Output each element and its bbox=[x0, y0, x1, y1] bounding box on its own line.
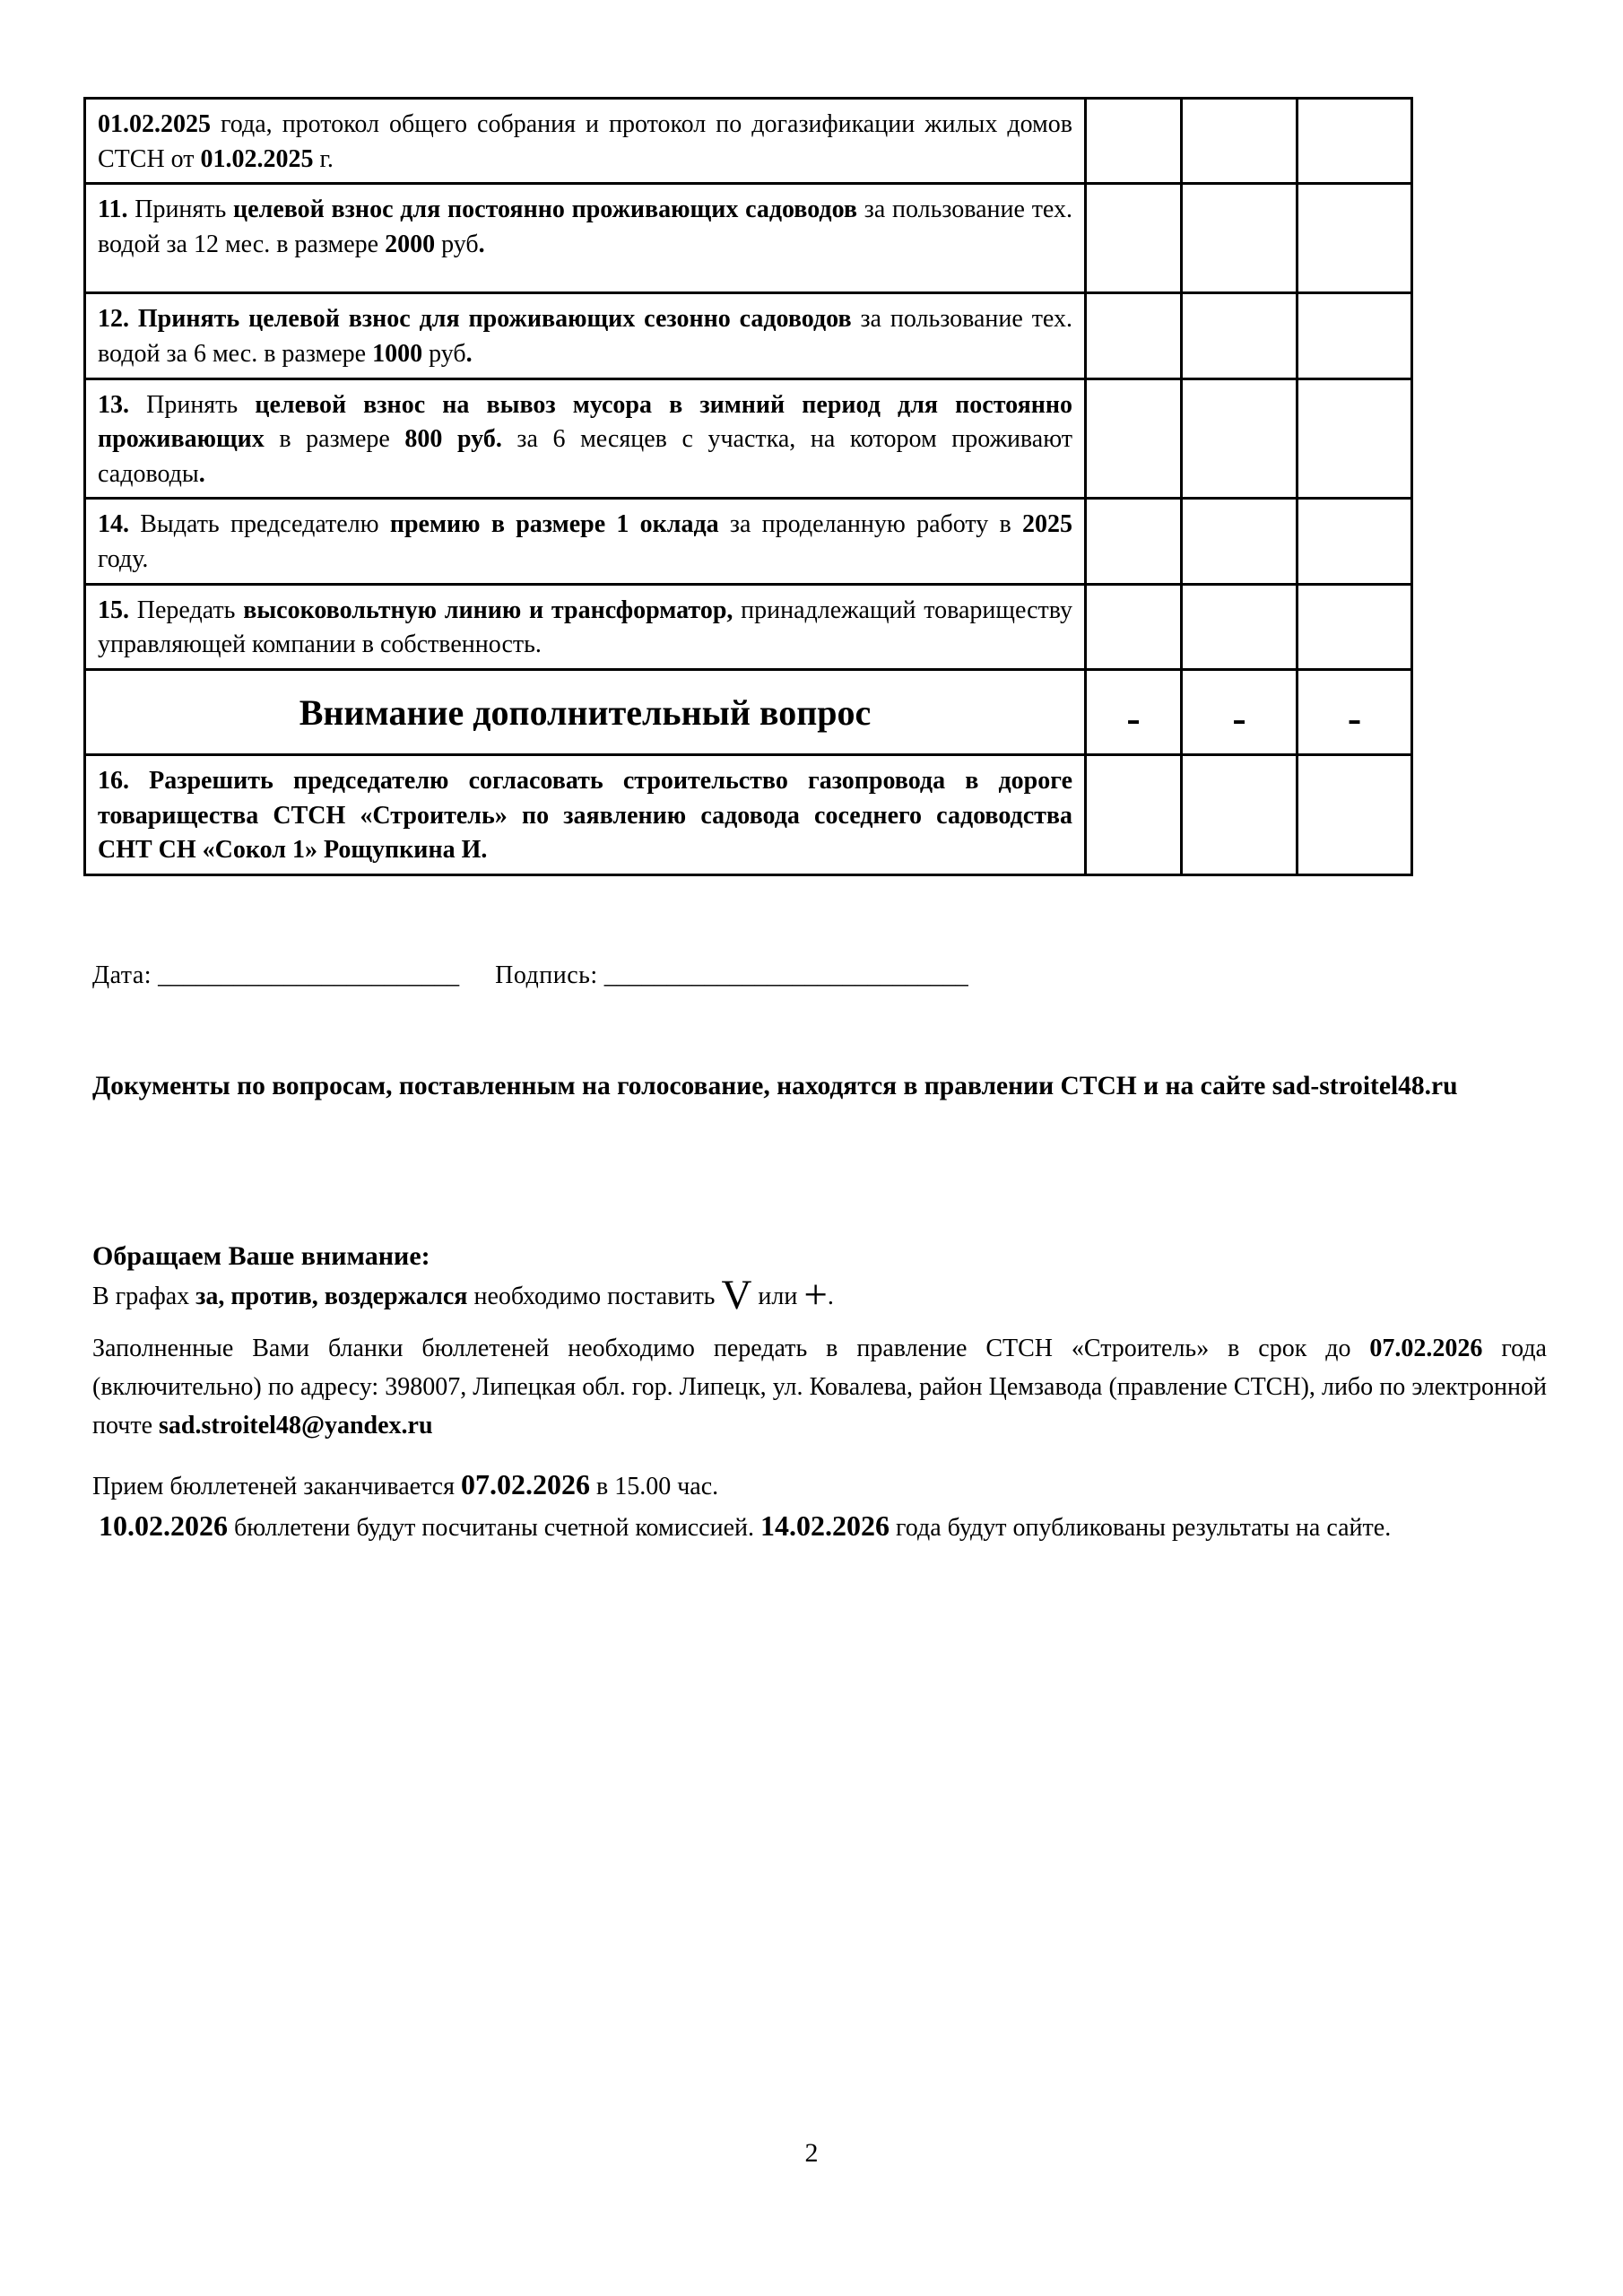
vote-cell-1 bbox=[1086, 499, 1182, 584]
question-row-14 bbox=[85, 499, 1412, 584]
deadline-note: Прием бюллетеней заканчивается 07.02.2026 в 15.00 час. bbox=[92, 1468, 719, 1500]
counting-note: 10.02.2026 бюллетени будут посчитаны счетной комиссией. 14.02.2026 года будут опубликованы результаты на сайте. bbox=[99, 1509, 1392, 1542]
vote-cell-3 bbox=[1298, 99, 1412, 184]
ballot-table bbox=[83, 97, 1413, 876]
attention-row bbox=[85, 669, 1412, 754]
vote-cell-2 bbox=[1182, 99, 1298, 184]
sign-blank-line: _____________________________ bbox=[603, 961, 968, 989]
submission-instructions: Заполненные Вами бланки бюллетеней необходимо передать в правление СТСН «Строитель» в срок до 07.02.2026 года (включительно) по адресу: 398007, Липецкая обл. гор. Липецк, ул. Ковалева, район Цемзавода (правление СТСН), либо по электронной почте sad.stroitel48@yandex.ru bbox=[92, 1335, 1547, 1440]
date-blank-line: ________________________ bbox=[158, 961, 460, 989]
attention-dash-1: - bbox=[1086, 669, 1182, 754]
vote-cell-1 bbox=[1086, 754, 1182, 874]
attention-title: Внимание дополнительный вопрос bbox=[299, 692, 872, 734]
vote-cell-1 bbox=[1086, 378, 1182, 499]
documents-note: Документы по вопросам, поставленным на голосование, находятся в правлении СТСН и на сайте sad-stroitel48.ru bbox=[92, 1072, 1458, 1100]
question-row-10-continued bbox=[85, 99, 1412, 184]
vote-cell-1 bbox=[1086, 293, 1182, 378]
vote-cell-3 bbox=[1298, 499, 1412, 584]
vote-mark-instruction: В графах за, против, воздержался необходимо поставить V или +. bbox=[92, 1272, 834, 1318]
question-row-11 bbox=[85, 184, 1412, 293]
vote-cell-2 bbox=[1182, 584, 1298, 669]
vote-cell-2 bbox=[1182, 378, 1298, 499]
question-text: 16. Разрешить председателю согласовать строительство газопровода в дороге товарищества СТСН «Строитель» по заявлению садовода соседнего садоводства СНТ СН «Сокол 1» Рощупкина И. bbox=[85, 754, 1086, 874]
vote-cell-1 bbox=[1086, 184, 1182, 293]
vote-cell-3 bbox=[1298, 378, 1412, 499]
question-row-13 bbox=[85, 378, 1412, 499]
vote-cell-3 bbox=[1298, 293, 1412, 378]
question-text: 11. Принять целевой взнос для постоянно проживающих садоводов за пользование тех. водой за 12 мес. в размере 2000 руб. bbox=[85, 184, 1086, 293]
question-text: 15. Передать высоковольтную линию и трансформатор, принадлежащий товариществу управляющей компании в собственность. bbox=[85, 584, 1086, 669]
date-label: Дата: bbox=[92, 961, 152, 989]
question-text: 12. Принять целевой взнос для проживающих сезонно садоводов за пользование тех. водой за 6 мес. в размере 1000 руб. bbox=[85, 293, 1086, 378]
vote-cell-3 bbox=[1298, 584, 1412, 669]
vote-cell-2 bbox=[1182, 293, 1298, 378]
vote-cell-2 bbox=[1182, 754, 1298, 874]
question-text: 01.02.2025 года, протокол общего собрания и протокол по догазификации жилых домов СТСН от 01.02.2025 г. bbox=[85, 99, 1086, 184]
attention-dash-3: - bbox=[1298, 669, 1412, 754]
notice-heading: Обращаем Ваше внимание: bbox=[92, 1241, 430, 1271]
vote-cell-3 bbox=[1298, 754, 1412, 874]
vote-cell-2 bbox=[1182, 184, 1298, 293]
signature-line bbox=[92, 961, 1547, 990]
question-row-12 bbox=[85, 293, 1412, 378]
question-row-15 bbox=[85, 584, 1412, 669]
page-number: 2 bbox=[804, 2138, 819, 2168]
attention-cell bbox=[85, 669, 1086, 754]
attention-dash-2: - bbox=[1182, 669, 1298, 754]
question-text: 13. Принять целевой взнос на вывоз мусора в зимний период для постоянно проживающих в размере 800 руб. за 6 месяцев с участка, на котором проживают садоводы. bbox=[85, 378, 1086, 499]
question-row-16 bbox=[85, 754, 1412, 874]
vote-cell-3 bbox=[1298, 184, 1412, 293]
vote-cell-2 bbox=[1182, 499, 1298, 584]
vote-cell-1 bbox=[1086, 99, 1182, 184]
vote-cell-1 bbox=[1086, 584, 1182, 669]
sign-label: Подпись: bbox=[495, 961, 598, 989]
question-text: 14. Выдать председателю премию в размере 1 оклада за проделанную работу в 2025 году. bbox=[85, 499, 1086, 584]
